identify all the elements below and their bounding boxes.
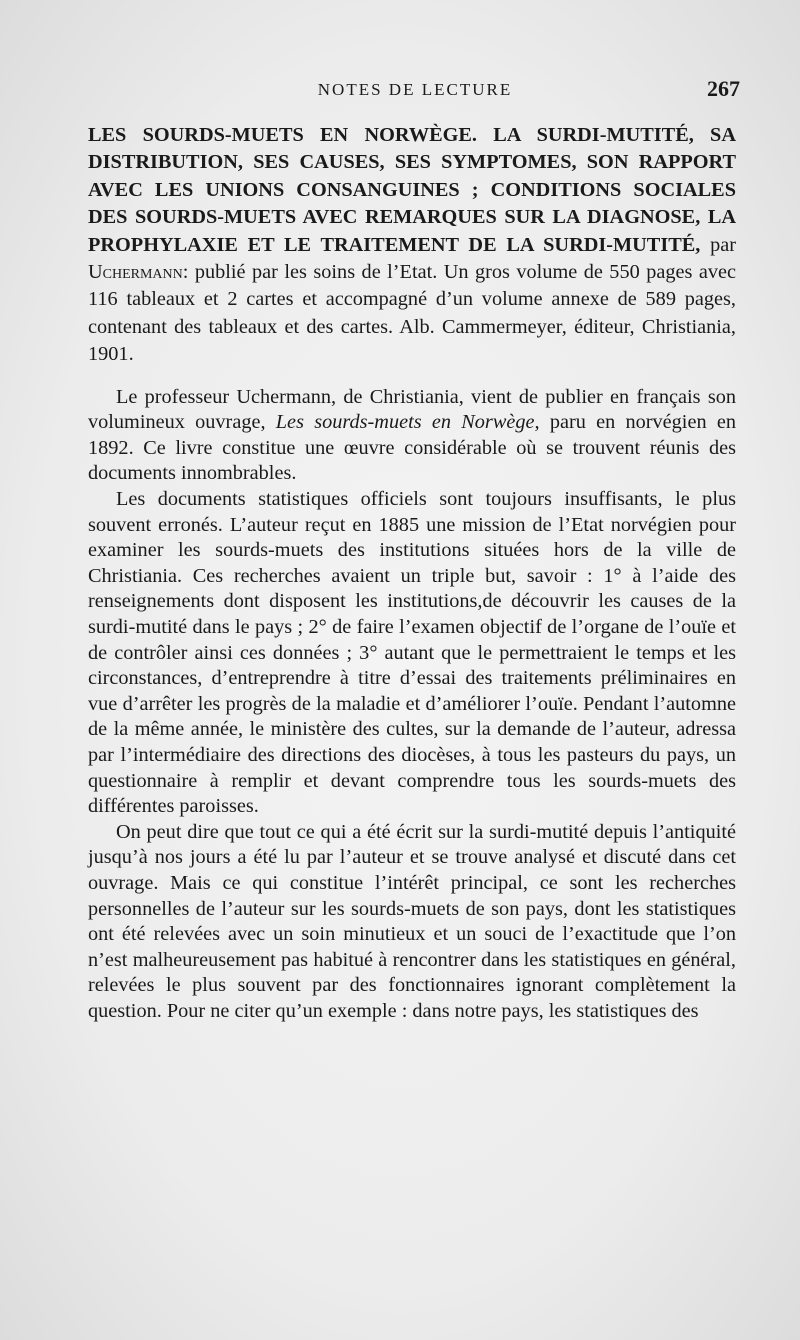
paragraph-3: On peut dire que tout ce qui a été écrit sur la surdi-mutité depuis l’antiquité jusqu’à nos jours a été lu par l’auteur et se trouve analysé et discuté dans cet ouvrage. Mais ce qui constitue l’intérêt principal, ce sont les recherches personnelles de l’auteur sur les sourds-muets de son pays, dont les statistiques ont été relevées avec un soin minutieux et un souci de l’exactitude que l’on n’est malheureusement pas habitué à rencontrer dans les statistiques en général, relevées le plus souvent par des fonctionnaires ignorant complètement la question. Pour ne citer qu’un exemple : dans notre pays, les statistiques des: [88, 820, 736, 1022]
page-header: [90, 76, 740, 110]
book-title-italic: Les sourds-muets en Norwège,: [275, 411, 540, 434]
running-head: NOTES DE LECTURE: [317, 80, 513, 99]
page-content: [88, 122, 736, 1025]
review-heading: [88, 122, 736, 369]
review-author: Uchermann: [88, 261, 183, 284]
paragraph-1-text-a: Le professeur Uchermann, de Christiania, vient de publier en français son volumineux ouvrage,: [88, 385, 736, 434]
review-title: LES SOURDS-MUETS EN NORWÈGE. LA SURDI-MUTITÉ, SA DISTRIBUTION, SES CAUSES, SES SYMPTOMES, SON RAPPORT AVEC LES UNIONS CONSANGUINES ; CONDITIONS SOCIALES DES SOURDS-MUETS AVEC REMARQUES SUR LA DIAGNOSE, LA PROPHYLAXIE ET LE TRAITEMENT DE LA SURDI-MUTITÉ,: [88, 124, 736, 256]
paragraph-2: Les documents statistiques officiels sont toujours insuffisants, le plus souvent erronés. L’auteur reçut en 1885 une mission de l’Etat norvégien pour examiner les sourds-muets des institutions situées hors de la ville de Christiania. Ces recherches avaient un triple but, savoir : 1° à l’aide des renseignements dont disposent les institutions,de découvrir les causes de la surdi-mutité dans le pays ; 2° de faire l’examen objectif de l’organe de l’ouïe et de contrôler ainsi ces données ; 3° autant que le permettraient le temps et les circonstances, d’entreprendre à titre d’essai des traitements préliminaires en vue d’arrêter les progrès de la maladie et d’améliorer l’ouïe. Pendant l’automne de la même année, le ministère des cultes, sur la demande de l’auteur, adressa par l’intermédiaire des directions des diocèses, à tous les pasteurs du pays, un questionnaire à remplir et devant comprendre tous les sourds-muets des différentes paroisses.: [88, 488, 736, 818]
review-publication-info: : publié par les soins de l’Etat. Un gros volume de 550 pages avec 116 tableaux et 2 cartes et accompagné d’un volume annexe de 589 pages, contenant des tableaux et des cartes. Alb. Cammermeyer, éditeur, Christiania, 1901.: [88, 261, 736, 366]
review-body: [88, 385, 736, 1025]
review-title-by: par: [710, 233, 736, 256]
paragraph-1-text-b: paru en norvégien en 1892. Ce livre constitue une œuvre considérable où se trouvent réunis des documents innombrables.: [88, 411, 736, 485]
page-number: 267: [707, 76, 740, 101]
paragraph-1: [88, 385, 736, 487]
